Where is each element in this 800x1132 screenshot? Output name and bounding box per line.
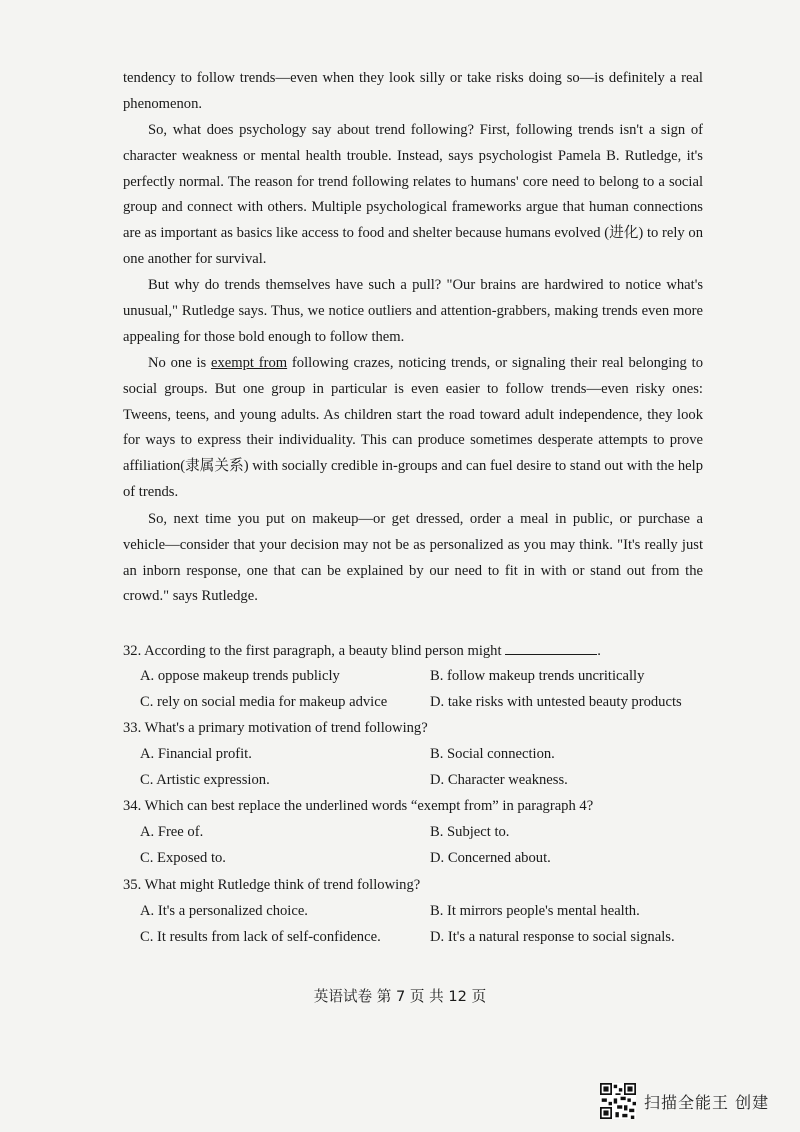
question-33: 33. What's a primary motivation of trend following? <box>123 720 428 736</box>
q35-option-c: C. It results from lack of self-confidence. <box>140 929 381 945</box>
q35-option-d: D. It's a natural response to social signals. <box>430 929 675 945</box>
q33-option-c: C. Artistic expression. <box>140 772 270 788</box>
paragraph-3: But why do trends themselves have such a pull? "Our brains are hardwired to notice what's unusual," Rutledge says. Thus, we notice outliers and attention-grabbers, making trends even more appealing for those bold enough to follow them. <box>123 277 703 345</box>
q32-option-c: C. rely on social media for makeup advice <box>140 694 388 710</box>
page-footer: 英语试卷 第 7 页 共 12 页 <box>313 988 487 1005</box>
answer-blank <box>505 640 597 655</box>
q34-option-a: A. Free of. <box>140 824 204 840</box>
paragraph-4-before: No one is <box>148 355 212 371</box>
scanner-stamp-text: 扫描全能王 创建 <box>644 1092 770 1112</box>
question-32-stem: 32. According to the first paragraph, a beauty blind person might <box>123 643 502 659</box>
q33-option-b: B. Social connection. <box>430 746 555 762</box>
question-35: 35. What might Rutledge think of trend following? <box>123 877 421 893</box>
scanner-watermark <box>600 1084 790 1118</box>
q32-option-a: A. oppose makeup trends publicly <box>140 668 340 684</box>
question-32-tail: . <box>597 643 601 659</box>
q32-option-d: D. take risks with untested beauty products <box>430 694 682 710</box>
q33-option-a: A. Financial profit. <box>140 746 252 762</box>
q32-option-b: B. follow makeup trends uncritically <box>430 668 645 684</box>
paragraph-2: So, what does psychology say about trend following? First, following trends isn't a sign of character weakness or mental health trouble. Instead, says psychologist Pamela B. Rutledge, it's perfectly normal. The reason for trend following relates to humans' core need to belong to a social group and connect with others. Multiple psychological frameworks argue that human connections are as important as basics like access to food and shelter because humans evolved (进化) to rely on one another for survival. <box>123 122 703 267</box>
q33-option-d: D. Character weakness. <box>430 772 568 788</box>
q34-option-c: C. Exposed to. <box>140 850 226 866</box>
paragraph-4 <box>123 351 703 506</box>
qr-code-icon <box>600 1083 636 1119</box>
q35-option-a: A. It's a personalized choice. <box>140 903 308 919</box>
paragraph-4-after: following crazes, noticing trends, or signaling their real belonging to social groups. But one group in particular is even easier to follow trends—even risky ones: Tweens, teens, and young adults. As children start the road toward adult independence, they look for ways to express their individuality. This can produce sometimes desperate attempts to prove affiliation(隶属关系) with socially credible in-groups and can fuel desire to stand out with the help of trends. <box>123 355 703 500</box>
paragraph-5: So, next time you put on makeup—or get dressed, order a meal in public, or purchase a vehicle—consider that your decision may not be as personalized as you may think. "It's really just an inborn response, one that can be explained by our need to fit in with or stand out from the crowd." says Rutledge. <box>123 511 703 605</box>
q34-option-b: B. Subject to. <box>430 824 510 840</box>
q34-option-d: D. Concerned about. <box>430 850 551 866</box>
q35-option-b: B. It mirrors people's mental health. <box>430 903 640 919</box>
question-32 <box>123 640 723 661</box>
question-34: 34. Which can best replace the underlined words “exempt from” in paragraph 4? <box>123 798 594 814</box>
underlined-words: exempt from <box>211 355 288 371</box>
paragraph-1: tendency to follow trends—even when they look silly or take risks doing so—is definitely a real phenomenon. <box>123 70 703 112</box>
